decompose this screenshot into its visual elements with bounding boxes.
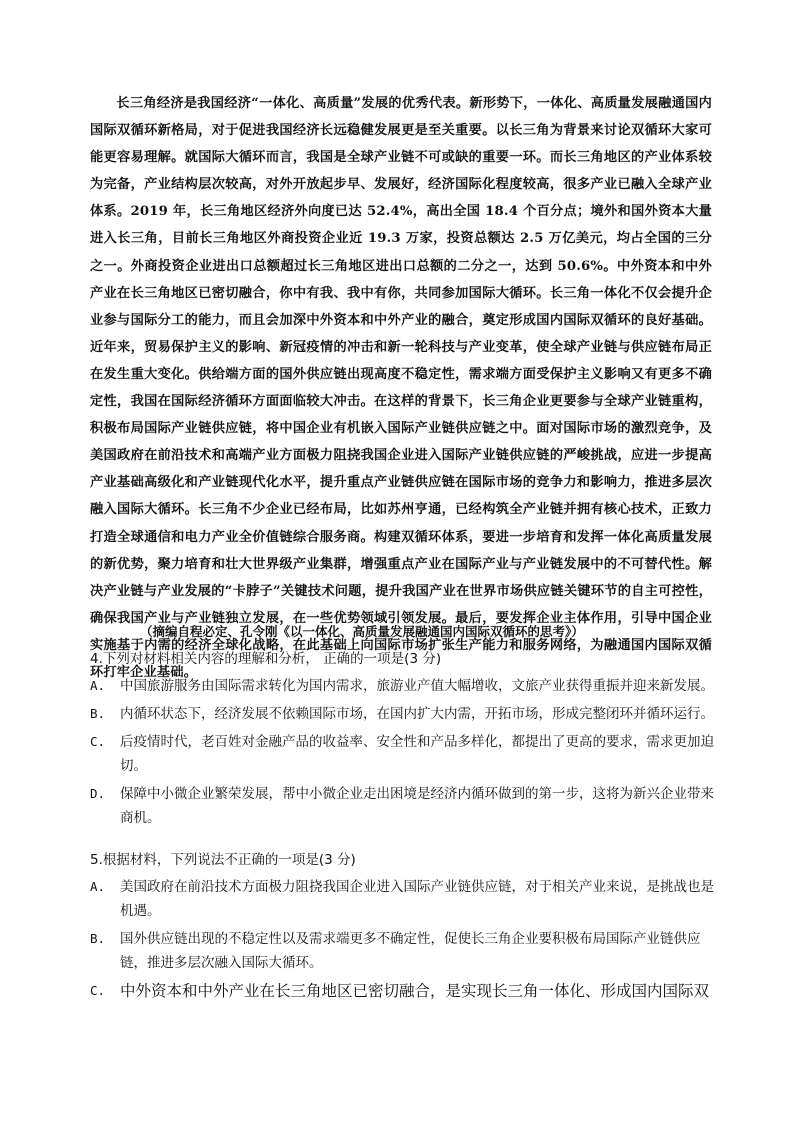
- option-text: 美国政府在前沿技术方面极力阻挠我国企业进入国际产业链供应链，对于相关产业来说，是挑战也是机遇。: [120, 879, 714, 919]
- option-letter: D.: [90, 786, 106, 801]
- question-5-option-a[interactable]: [90, 875, 714, 923]
- option-text: 中国旅游服务由国际需求转化为国内需求，旅游业产值大幅增收，文旅产业获得重振并迎来新发展。: [120, 678, 714, 694]
- passage-source: （摘编自程必定、孔令刚《以一体化、高质量发展融通国内国际双循环的思考》）: [140, 624, 584, 639]
- reading-passage: 长三角经济是我国经济“一体化、高质量”发展的优秀代表。新形势下，一体化、高质量发展融通国内国际双循环新格局，对于促进我国经济长远稳健发展更是至关重要。以长三角为背景来讨论双循环大家可能更容易理解。就国际大循环而言，我国是全球产业链不可或缺的重要一环。而长三角地区的产业体系较为完备，产业结构层次较高，对外开放起步早、发展好，经济国际化程度较高，很多产业已融入全球产业体系。2019 年，长三角地区经济外向度已达 52.4%，高出全国 18.4 个百分点；境外和国外资本大量进入长三角，目前长三角地区外商投资企业近 19.3 万家，投资总额达 2.5 万亿美元，均占全国的三分之一。外商投资企业进出口总额超过长三角地区进出口总额的二分之一，达到 50.6%。中外资本和中外产业在长三角地区已密切融合，你中有我、我中有你，共同参加国际大循环。长三角一体化不仅会提升企业参与国际分工的能力，而且会加深中外资本和中外产业的融合，奠定形成国内国际双循环的良好基础。近年来，贸易保护主义的影响、新冠疫情的冲击和新一轮科技与产业变革，使全球产业链与供应链布局正在发生重大变化。供给端方面的国外供应链出现高度不稳定性，需求端方面受保护主义影响又有更多不确定性，我国在国际经济循环方面面临较大冲击。在这样的背景下，长三角企业更要参与全球产业链重构，积极布局国际产业链供应链，将中国企业有机嵌入国际产业链供应链之中。面对国际市场的激烈竞争，及美国政府在前沿技术和高端产业方面极力阻挠我国企业进入国际产业链供应链的严峻挑战，应进一步提高产业基础高级化和产业链现代化水平，提升重点产业链供应链在国际市场的竞争力和影响力，推进多层次融入国际大循环。长三角不少企业已经布局，比如苏州亨通，已经构筑全产业链并拥有核心技术，正致力打造全球通信和电力产业全价值链综合服务商。构建双循环体系，要进一步培育和发挥一体化高质量发展的新优势，聚力培育和壮大世界级产业集群，增强重点产业在国际产业与产业链发展中的不可替代性。解决产业链与产业发展的“卡脖子”关键技术问题，提升我国产业在世界市场供应链关键环节的自主可控性，确保我国产业与产业链独立发展，在一些优势领域引领发展。最后，要发挥企业主体作用，引导中国企业实施基于内需的经济全球化战略，在此基础上向国际市场扩张生产能力和服务网络，为融通国内国际双循环打牢企业基础。: [90, 96, 712, 680]
- question-5-option-b[interactable]: [90, 927, 714, 975]
- option-letter: C.: [90, 734, 106, 749]
- question-4: [90, 648, 714, 830]
- option-letter: A.: [90, 678, 106, 693]
- question-4-option-d[interactable]: [90, 782, 714, 830]
- question-5-stem: 5.根据材料，下列说法不正确的一项是(3 分): [90, 852, 356, 868]
- question-4-option-a[interactable]: [90, 674, 714, 698]
- option-text: 后疫情时代，老百姓对金融产品的收益率、安全性和产品多样化，都提出了更高的要求，需求更加迫切。: [120, 734, 714, 774]
- option-text: 内循环状态下，经济发展不依赖国际市场，在国内扩大内需，开拓市场，形成完整闭环并循环运行。: [120, 706, 714, 722]
- option-letter: A.: [90, 879, 106, 894]
- option-letter: B.: [90, 706, 106, 721]
- option-text: 国外供应链出现的不稳定性以及需求端更多不确定性，促使长三角企业要积极布局国际产业链供应链，推进多层次融入国际大循环。: [120, 931, 701, 971]
- question-4-stem: 4.下列对材料相关内容的理解和分析， 正确的一项是(3 分): [90, 651, 442, 667]
- question-5-option-c[interactable]: [90, 979, 714, 1003]
- option-letter: C.: [90, 983, 106, 998]
- question-4-option-c[interactable]: [90, 730, 714, 778]
- question-4-option-b[interactable]: [90, 702, 714, 726]
- option-text: 保障中小微企业繁荣发展，帮中小微企业走出困境是经济内循环做到的第一步，这将为新兴企业带来商机。: [120, 786, 714, 826]
- question-5: [90, 849, 714, 1003]
- option-letter: B.: [90, 931, 106, 946]
- option-text: 中外资本和中外产业在长三角地区已密切融合，是实现长三角一体化、形成国内国际双: [120, 982, 710, 1000]
